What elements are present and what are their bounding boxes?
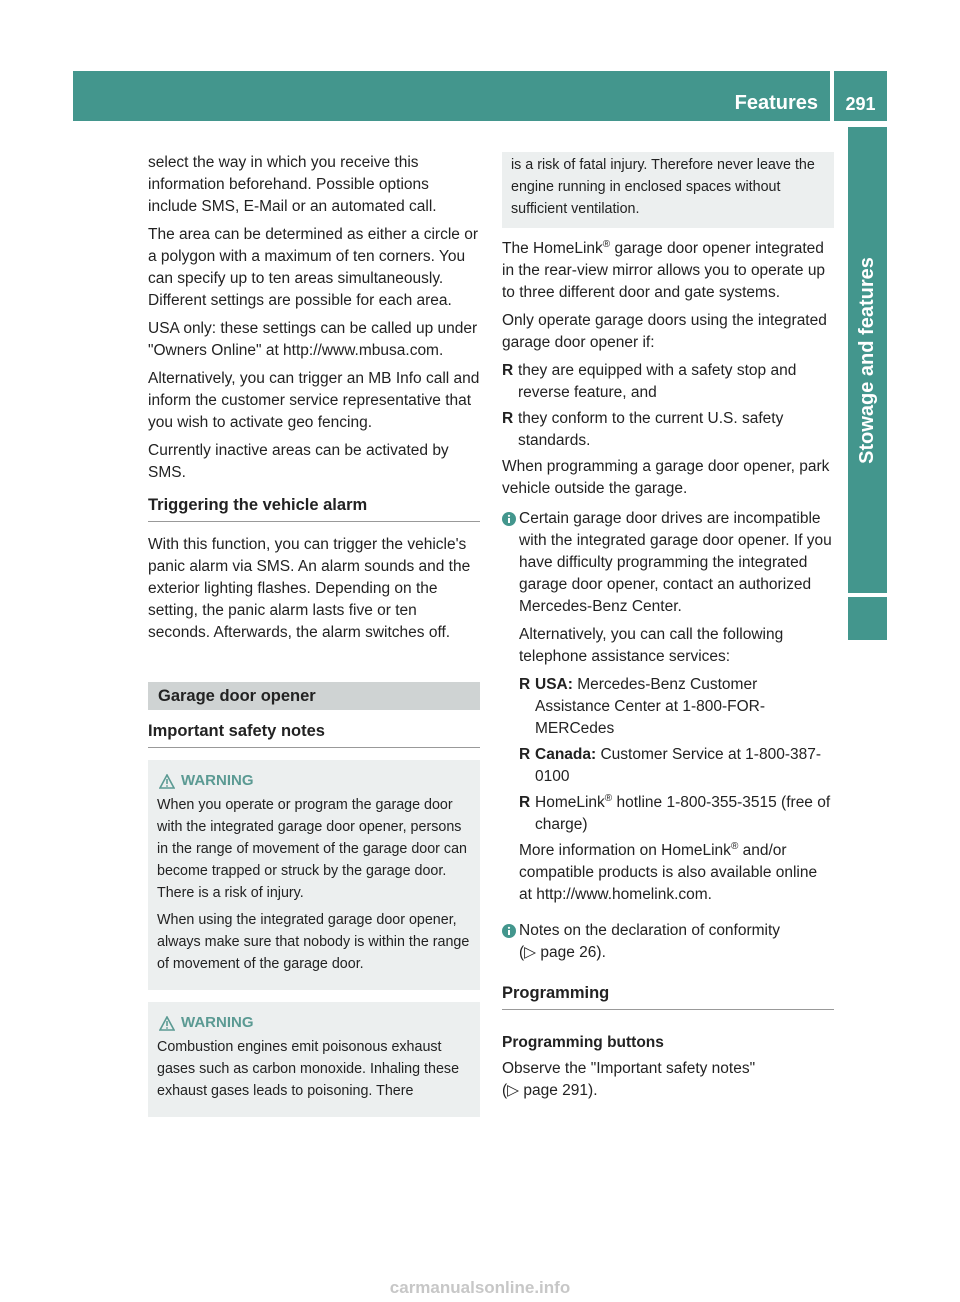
- list-item: R HomeLink® hotline 1-800-355-3515 (free of charge): [519, 792, 831, 833]
- paragraph: Alternatively, you can trigger an MB Info call and inform the customer service representative that you wish to activate geo fencing.: [148, 370, 480, 431]
- page-reference-link[interactable]: (▷ page 291).: [502, 1082, 598, 1099]
- paragraph: The area can be determined as either a circle or a polygon with a maximum of ten corners. You can specify up to ten areas simultaneously. Different settings are possible for each area.: [148, 226, 478, 309]
- page-number: 291: [845, 94, 876, 114]
- paragraph: The HomeLink® garage door opener integrated in the rear-view mirror allows you to operate up to three different door and gate systems.: [502, 238, 826, 301]
- page-number-box: [834, 71, 887, 121]
- section-title: Features: [734, 92, 818, 114]
- paragraph: When programming a garage door opener, park vehicle outside the garage.: [502, 458, 830, 497]
- warning-title: WARNING: [181, 772, 254, 789]
- heading-programming: Programming: [502, 982, 834, 1010]
- warning-box: [148, 1002, 480, 1117]
- warning-box: [148, 760, 480, 990]
- info-text: Certain garage door drives are incompatible with the integrated garage door opener. If you have difficulty programming the integrated garage door opener, contact an authorized Mercedes-Benz Center.: [519, 510, 832, 615]
- warning-triangle-icon: [159, 1016, 175, 1031]
- paragraph: With this function, you can trigger the vehicle's panic alarm via SMS. An alarm sounds and the exterior lighting flashes. Depending on the setting, the panic alarm lasts five or ten seconds. Afterwards, the alarm switches off.: [148, 536, 471, 641]
- section-bar-garage-door: Garage door opener: [148, 682, 480, 710]
- list-item: R they are equipped with a safety stop and reverse feature, and: [502, 362, 797, 401]
- heading-vehicle-alarm: Triggering the vehicle alarm: [148, 494, 480, 522]
- info-note: [502, 920, 834, 964]
- header-bar: [73, 71, 830, 121]
- warning-title: WARNING: [181, 1014, 254, 1031]
- warning-text: Combustion engines emit poisonous exhaust gases such as carbon monoxide. Inhaling these exhaust gases leads to poisoning. There: [157, 1039, 460, 1099]
- warning-text: When using the integrated garage door opener, always make sure that nobody is within the range of movement of the garage door.: [157, 912, 470, 972]
- left-column: [148, 152, 480, 1117]
- side-tab: [848, 127, 887, 593]
- warning-text: When you operate or program the garage door with the integrated garage door opener, persons in the range of movement of the garage door can become trapped or struck by the garage door. There is a risk of injury.: [157, 797, 467, 901]
- subheading-programming-buttons: Programming buttons: [502, 1034, 664, 1051]
- paragraph: USA only: these settings can be called up under "Owners Online" at http://www.mbusa.com.: [148, 320, 478, 359]
- info-note: [502, 508, 834, 912]
- paragraph: Currently inactive areas can be activated by SMS.: [148, 442, 449, 481]
- paragraph: Observe the "Important safety notes": [502, 1060, 756, 1077]
- warning-triangle-icon: [159, 774, 175, 789]
- side-tab-label: Stowage and features: [856, 256, 878, 464]
- side-marker: [848, 597, 887, 640]
- paragraph: select the way in which you receive this information beforehand. Possible options include SMS, E-Mail or an automated call.: [148, 154, 437, 215]
- heading-safety-notes: Important safety notes: [148, 720, 480, 748]
- warning-continued: is a risk of fatal injury. Therefore never leave the engine running in enclosed spaces without sufficient ventilation.: [502, 152, 834, 228]
- right-column: [502, 158, 834, 1102]
- info-text: Alternatively, you can call the following telephone assistance services:: [519, 626, 784, 665]
- list-item: R USA: Mercedes-Benz Customer Assistance Center at 1-800-FOR-MERCedes: [519, 676, 766, 737]
- list-item: R they conform to the current U.S. safety standards.: [502, 410, 784, 449]
- list-item: R Canada: Customer Service at 1-800-387-0100: [519, 746, 822, 785]
- info-text: Notes on the declaration of conformity: [519, 922, 781, 939]
- info-icon: [502, 512, 516, 526]
- paragraph: Only operate garage doors using the integrated garage door opener if:: [502, 312, 827, 351]
- info-icon: [502, 924, 516, 938]
- info-text: More information on HomeLink® and/or compatible products is also available online at http://www.homelink.com.: [519, 840, 818, 903]
- watermark: carmanualsonline.info: [389, 1278, 571, 1297]
- page-reference-link[interactable]: (▷ page 26).: [519, 944, 606, 961]
